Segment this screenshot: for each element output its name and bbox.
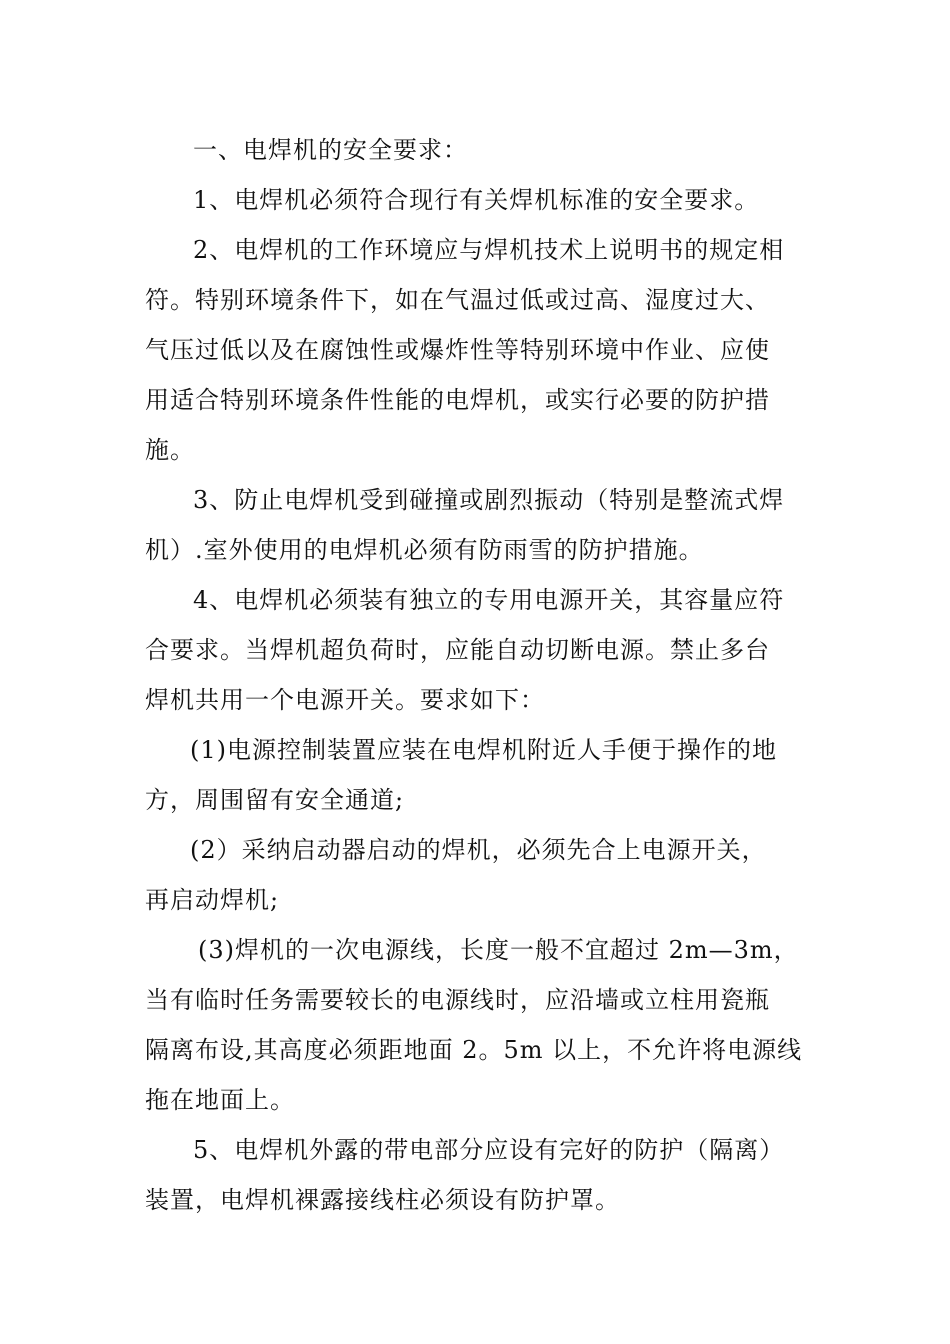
paragraph-line: 方，周围留有安全通道; xyxy=(145,786,405,814)
paragraph-line: 焊机共用一个电源开关。要求如下： xyxy=(145,686,545,714)
paragraph-line: 再启动焊机; xyxy=(145,886,280,914)
paragraph-line: 符。特别环境条件下，如在气温过低或过高、湿度过大、 xyxy=(145,286,770,314)
paragraph-line: (1)电源控制装置应装在电焊机附近人手便于操作的地 xyxy=(190,736,777,764)
paragraph-line: 2、电焊机的工作环境应与焊机技术上说明书的规定相 xyxy=(193,236,785,264)
paragraph-line: 4、电焊机必须装有独立的专用电源开关，其容量应符 xyxy=(193,586,785,614)
paragraph-line: 装置，电焊机裸露接线柱必须设有防护罩。 xyxy=(145,1186,620,1214)
paragraph-line: 用适合特别环境条件性能的电焊机，或实行必要的防护措 xyxy=(145,386,770,414)
paragraph-line: 施。 xyxy=(145,436,195,464)
paragraph-line: 气压过低以及在腐蚀性或爆炸性等特别环境中作业、应使 xyxy=(145,336,770,364)
paragraph-line: 拖在地面上。 xyxy=(145,1086,295,1114)
paragraph-line: (2）采纳启动器启动的焊机，必须先合上电源开关， xyxy=(190,836,767,864)
paragraph-line: 5、电焊机外露的带电部分应设有完好的防护（隔离） xyxy=(193,1136,785,1164)
paragraph-line: 1、电焊机必须符合现行有关焊机标准的安全要求。 xyxy=(193,186,760,214)
paragraph-line: 3、防止电焊机受到碰撞或剧烈振动（特别是整流式焊 xyxy=(193,486,785,514)
paragraph-line: 当有临时任务需要较长的电源线时，应沿墙或立柱用瓷瓶 xyxy=(145,986,770,1014)
paragraph-line: 机）.室外使用的电焊机必须有防雨雪的防护措施。 xyxy=(145,536,704,564)
paragraph-line: 隔离布设,其高度必须距地面 2。5m 以上，不允许将电源线 xyxy=(145,1036,803,1064)
section-heading: 一、电焊机的安全要求： xyxy=(193,136,468,164)
paragraph-line: (3)焊机的一次电源线，长度一般不宜超过 2m—3m， xyxy=(198,936,799,964)
paragraph-line: 合要求。当焊机超负荷时，应能自动切断电源。禁止多台 xyxy=(145,636,770,664)
